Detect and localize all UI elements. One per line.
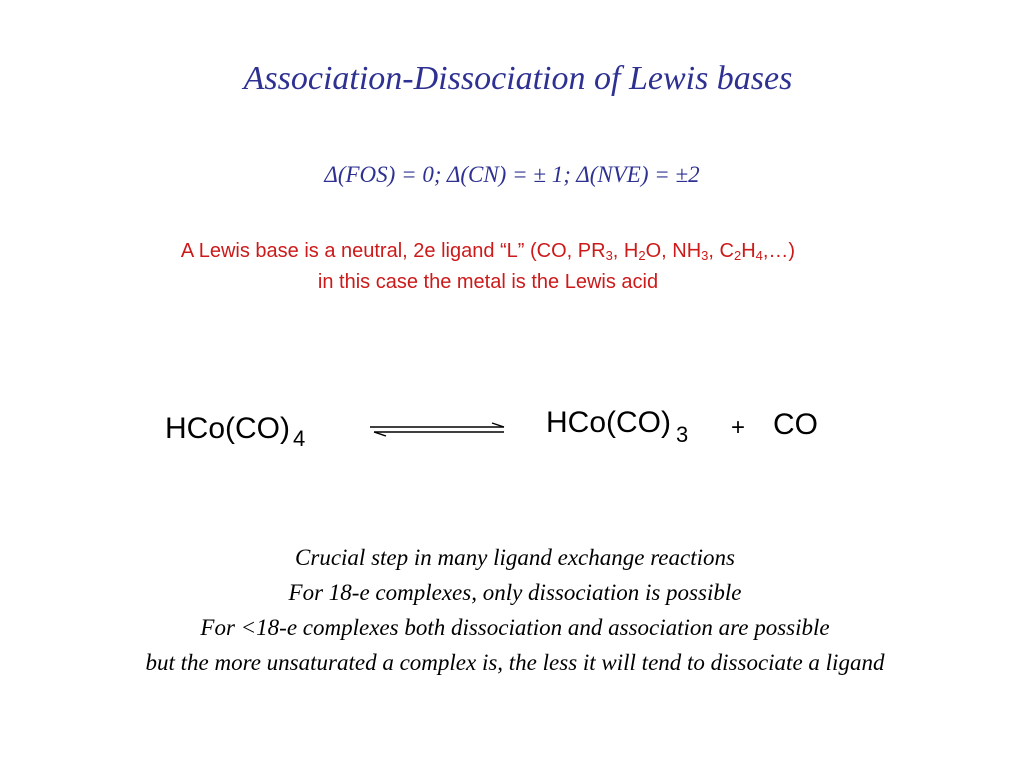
co-formula: CO xyxy=(773,408,818,441)
delta-symbol: Δ xyxy=(446,162,461,187)
note-line-4: but the more unsaturated a complex is, the less it will tend to dissociate a ligand xyxy=(145,650,885,675)
formula-part-cn: (CN) = ± 1; xyxy=(460,162,577,187)
formula-part-fos: (FOS) = 0; xyxy=(337,162,447,187)
subscript: 2 xyxy=(733,248,742,263)
definition-text: ,…) xyxy=(762,240,796,262)
definition-text: , H xyxy=(612,240,639,262)
subscript: 3 xyxy=(701,248,709,263)
delta-symbol: Δ xyxy=(324,162,338,187)
plus-sign: + xyxy=(731,414,746,441)
product-formula xyxy=(546,406,689,447)
subscript: 3 xyxy=(605,248,613,263)
delta-symbol: Δ xyxy=(576,162,590,187)
reactant-subscript: 4 xyxy=(293,426,306,451)
subscript: 4 xyxy=(755,248,763,263)
note-line-2: For 18-e complexes, only dissociation is possible xyxy=(288,580,742,605)
definition-text: O, NH xyxy=(645,240,702,262)
reactant-text: HCo(CO) xyxy=(165,412,290,445)
definition-text: A Lewis base is a neutral, 2e ligand “L” (CO, PR xyxy=(180,240,606,262)
definition-line-2: in this case the metal is the Lewis acid xyxy=(317,271,659,293)
note-line-3: For <18-e complexes both dissociation and association are possible xyxy=(200,615,830,640)
product-text: HCo(CO) xyxy=(546,406,671,439)
delta-formula xyxy=(0,162,1024,188)
reactant-formula xyxy=(165,412,306,451)
subscript: 2 xyxy=(638,248,646,263)
definition-line-1 xyxy=(0,240,976,263)
definition-text: H xyxy=(741,240,756,262)
slide-title: Association-Dissociation of Lewis bases xyxy=(243,60,793,97)
formula-part-nve: (NVE) = ±2 xyxy=(589,162,700,187)
equilibrium-arrows-icon xyxy=(366,418,512,442)
note-line-1: Crucial step in many ligand exchange reactions xyxy=(295,545,735,570)
product-subscript: 3 xyxy=(676,422,689,447)
definition-text: , C xyxy=(708,240,734,262)
